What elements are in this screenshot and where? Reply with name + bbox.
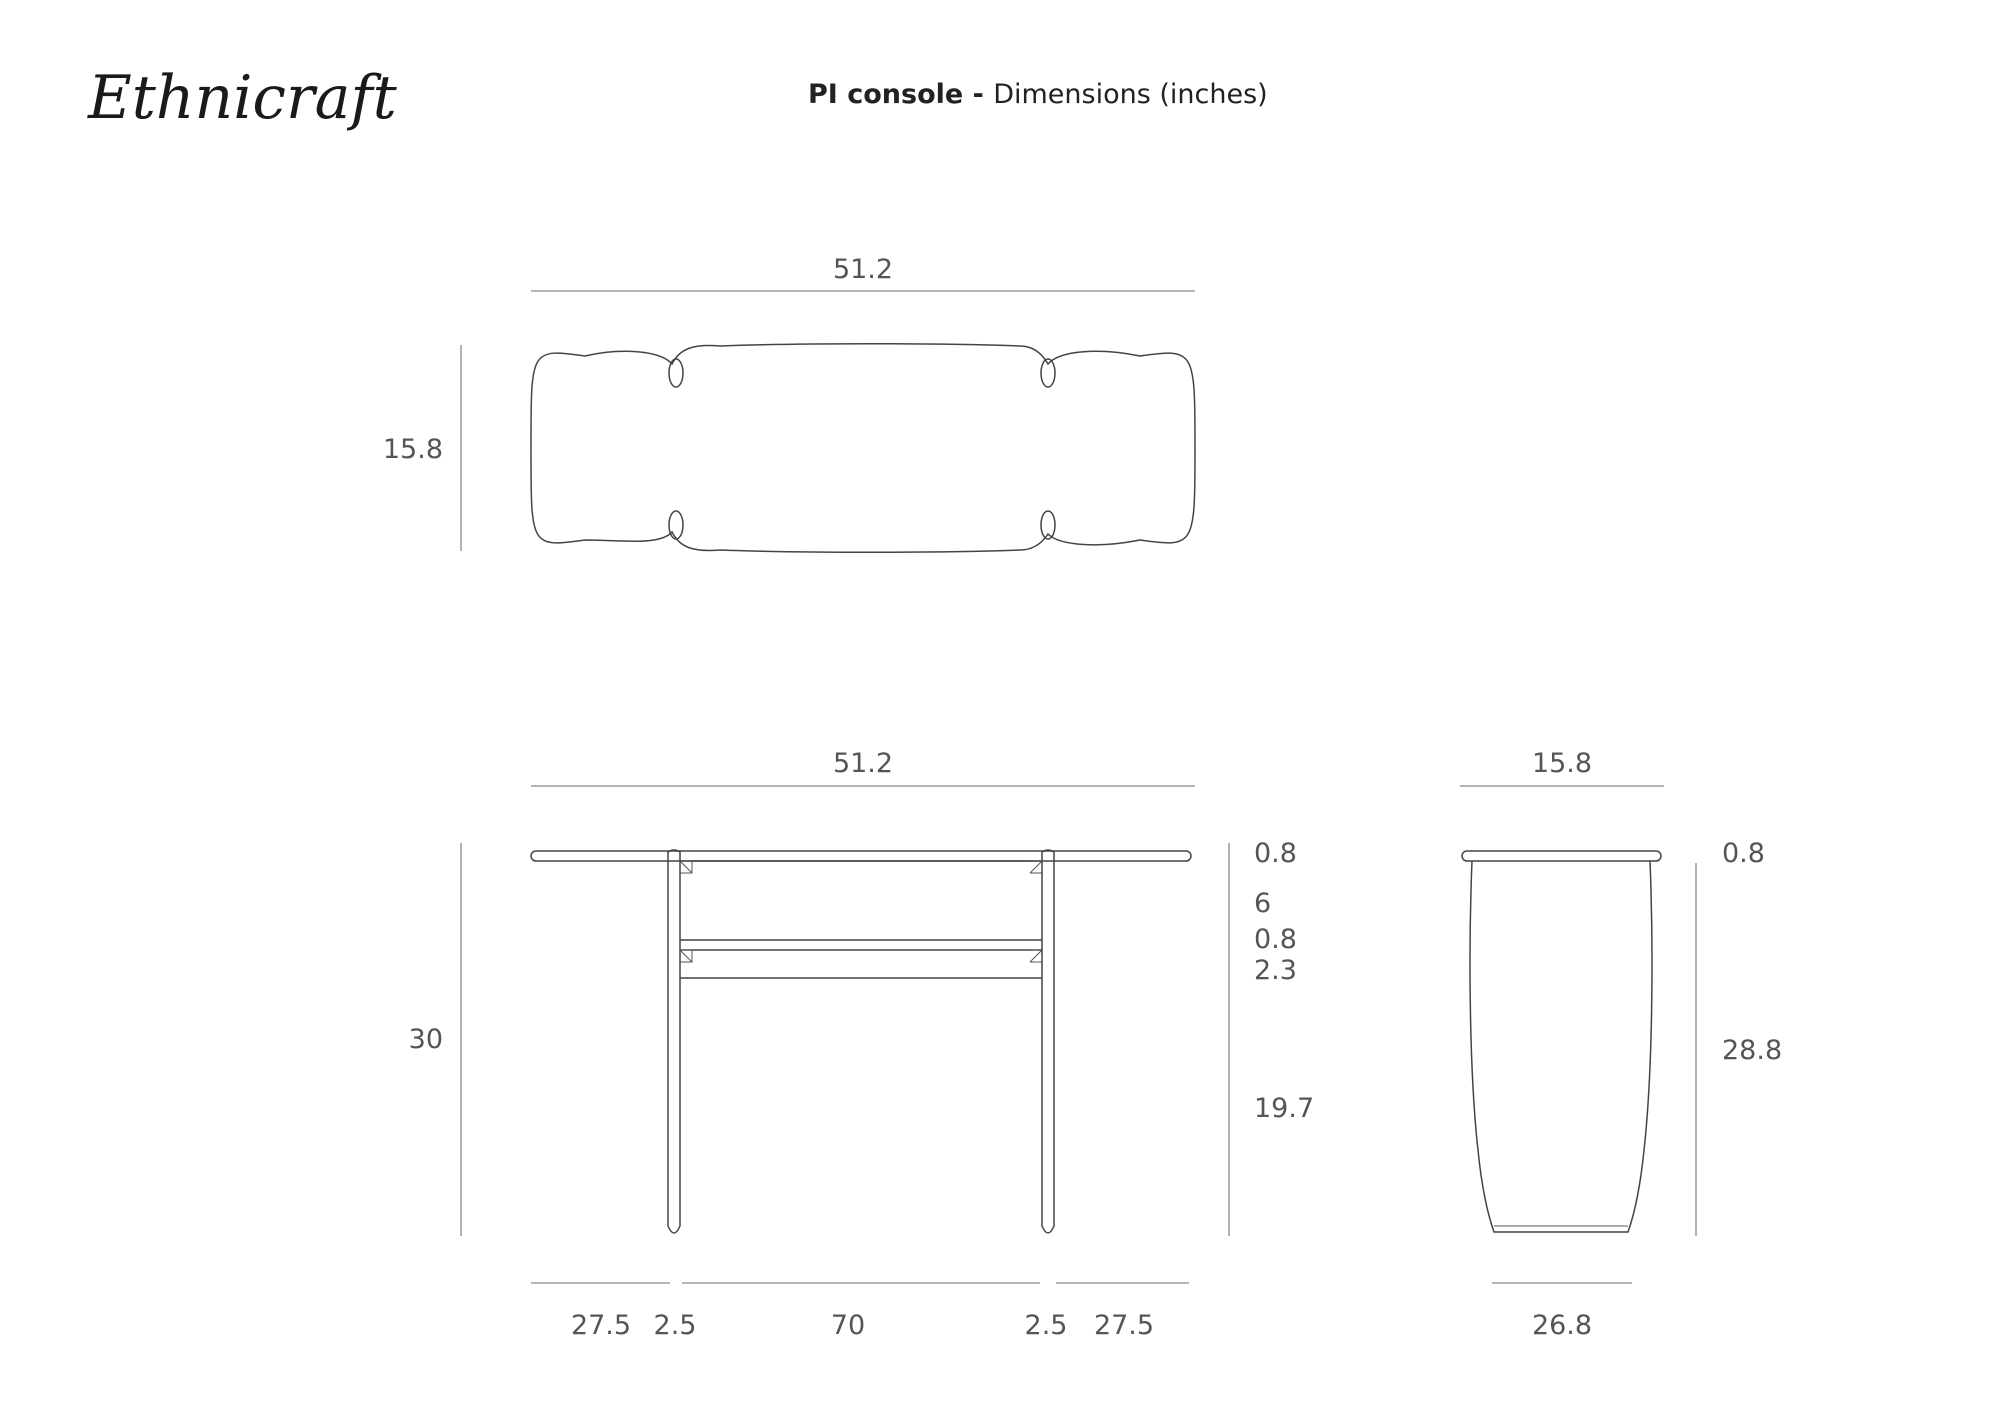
bracket-lower-right (1030, 950, 1042, 962)
side-top-thickness-label: 0.8 (1722, 838, 1765, 869)
tabletop-outline (531, 344, 1195, 553)
front-width-label: 51.2 (832, 748, 894, 779)
side-height-label: 28.8 (1722, 1035, 1783, 1066)
bracket-upper-right (1030, 861, 1042, 873)
top-view (383, 254, 1195, 552)
bracket-lower-left (680, 950, 692, 962)
leg-bottom-left (669, 511, 683, 539)
front-leg-left (668, 850, 680, 1233)
apron-gap-label: 6 (1254, 888, 1272, 919)
top-thickness-label: 0.8 (1254, 838, 1297, 869)
leg-clearance-label: 19.7 (1254, 1093, 1315, 1124)
bottom-segment-3: 70 (830, 1310, 866, 1341)
leg-top-left (669, 359, 683, 387)
front-view (409, 748, 1314, 1341)
front-tabletop (531, 851, 1191, 861)
lower-rail-label: 2.3 (1254, 955, 1297, 986)
bracket-upper-left (680, 861, 692, 873)
brand-logo: Ethnicraft (88, 63, 397, 133)
bottom-segment-1: 27.5 (570, 1310, 632, 1341)
side-tabletop (1462, 851, 1661, 861)
side-leg-outline (1470, 861, 1652, 1232)
top-width-label: 51.2 (832, 254, 894, 285)
side-width-label: 15.8 (1531, 748, 1593, 779)
shelf-thickness-label: 0.8 (1254, 924, 1297, 955)
title-product: PI console (808, 79, 964, 110)
side-view (1460, 748, 1782, 1341)
title-subtitle: Dimensions (inches) (993, 79, 1268, 110)
page-title (808, 79, 1268, 110)
front-height-label: 30 (408, 1024, 443, 1055)
title-separator: - (963, 79, 994, 110)
top-depth-label: 15.8 (382, 434, 443, 465)
bottom-segment-5: 27.5 (1093, 1310, 1155, 1341)
side-base-label: 26.8 (1531, 1310, 1593, 1341)
bottom-segment-2: 2.5 (653, 1310, 697, 1341)
bottom-segment-4: 2.5 (1024, 1310, 1068, 1341)
front-leg-right (1042, 850, 1054, 1233)
